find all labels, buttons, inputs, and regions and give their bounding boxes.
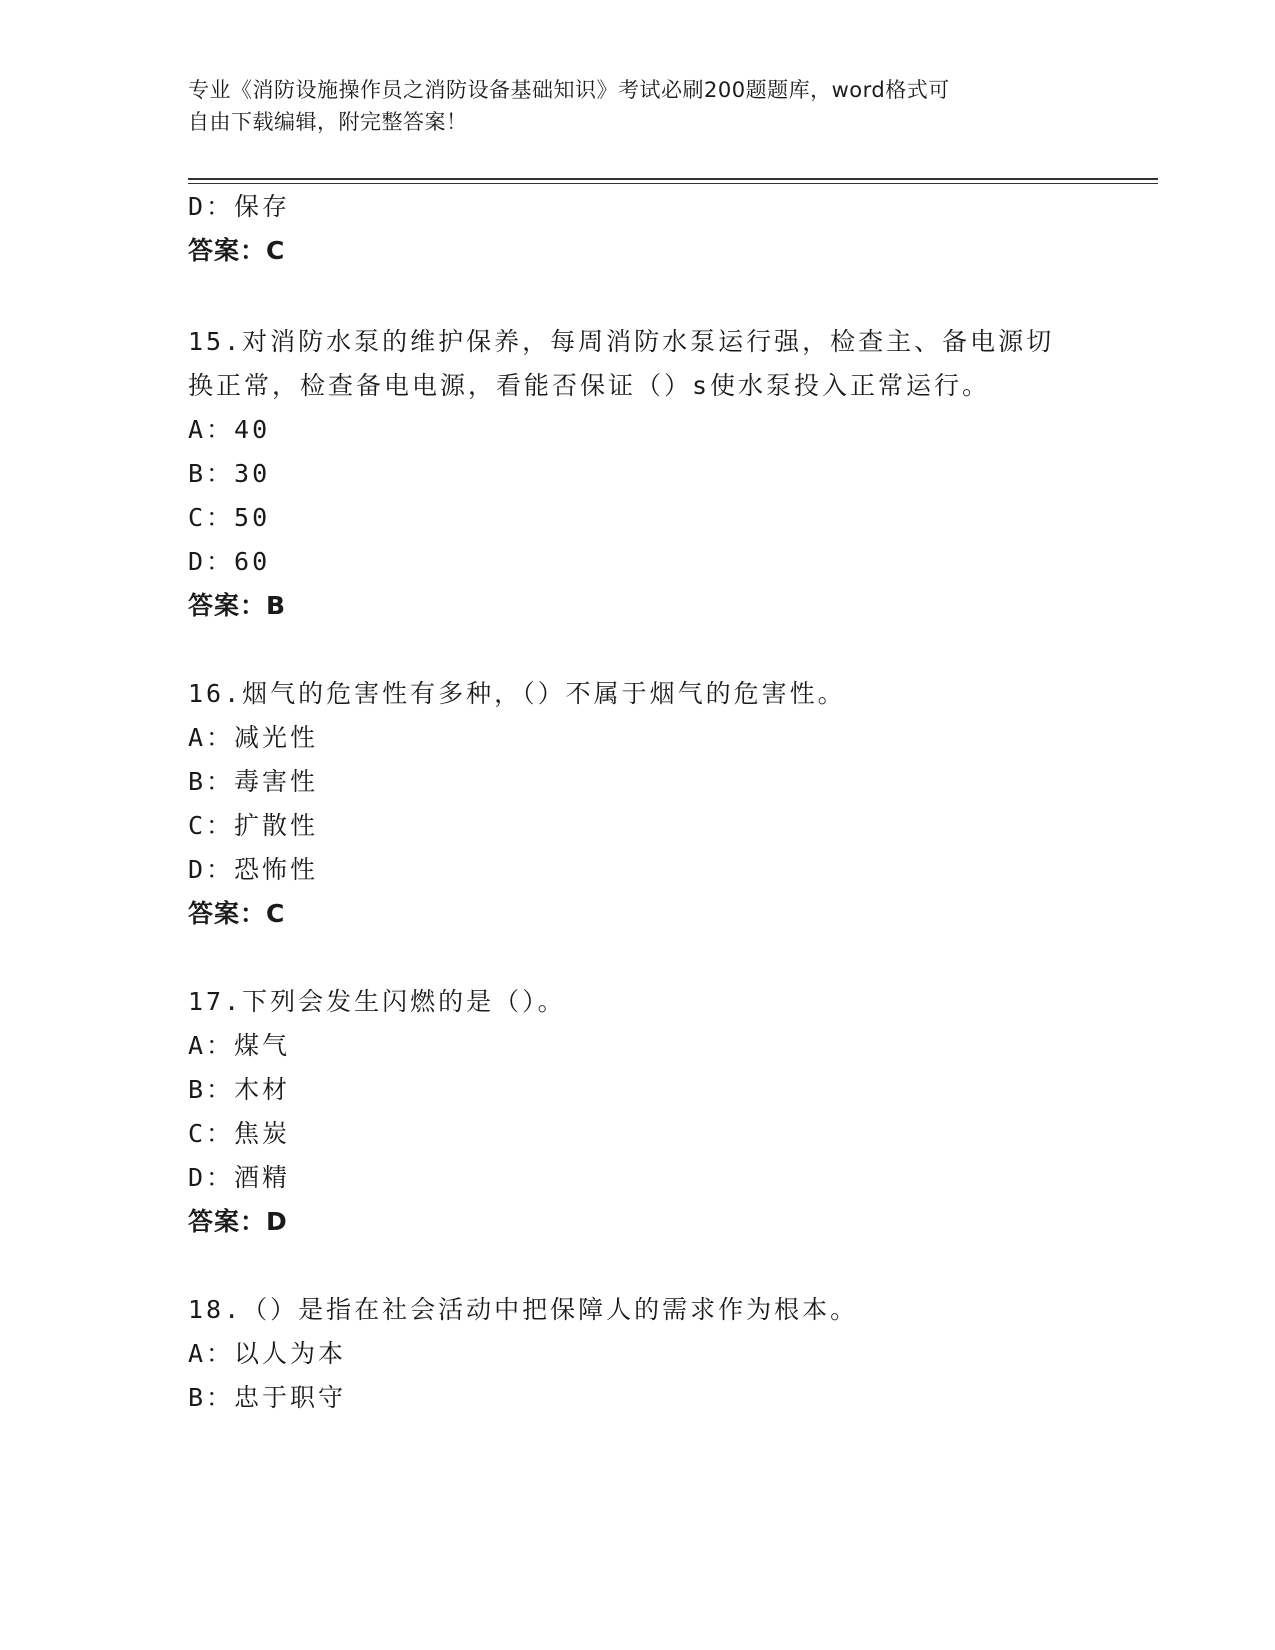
header-rule-thick	[188, 178, 1158, 180]
question-15-option-d: D：60	[188, 547, 271, 576]
question-16-option-c: C：扩散性	[188, 811, 319, 840]
question-18-stem: 18.（）是指在社会活动中把保障人的需求作为根本。	[188, 1295, 859, 1324]
question-17-option-a: A：煤气	[188, 1031, 291, 1060]
question-17-option-c: C：焦炭	[188, 1119, 291, 1148]
question-15-option-c: C：50	[188, 503, 271, 532]
question-18-option-b: B：忠于职守	[188, 1383, 347, 1412]
question-15-stem-line-1: 15.对消防水泵的维护保养，每周消防水泵运行强，检查主、备电源切	[188, 327, 1055, 356]
question-18-option-a: A：以人为本	[188, 1339, 347, 1368]
question-15-answer: 答案：B	[188, 591, 287, 620]
header-line-1: 专业《消防设施操作员之消防设备基础知识》考试必刷200题题库，word格式可	[188, 78, 950, 102]
question-16-option-b: B：毒害性	[188, 767, 319, 796]
question-17-option-d: D：酒精	[188, 1163, 291, 1192]
question-16-answer: 答案：C	[188, 899, 286, 928]
question-17-stem: 17.下列会发生闪燃的是（）。	[188, 987, 566, 1016]
question-15-stem-line-2: 换正常，检查备电电源，看能否保证（）s使水泵投入正常运行。	[188, 371, 991, 400]
question-16-stem: 16.烟气的危害性有多种，（）不属于烟气的危害性。	[188, 679, 846, 708]
question-17-option-b: B：木材	[188, 1075, 291, 1104]
header-rule-thin	[188, 183, 1158, 184]
question-15-option-b: B：30	[188, 459, 271, 488]
document-header	[188, 74, 1068, 138]
option-d: D：保存	[188, 192, 291, 221]
header-line-2: 自由下载编辑，附完整答案！	[188, 110, 468, 134]
question-17-answer: 答案：D	[188, 1207, 288, 1236]
question-16-option-d: D：恐怖性	[188, 855, 319, 884]
answer-line: 答案：C	[188, 236, 286, 265]
question-15-option-a: A：40	[188, 415, 271, 444]
question-16-option-a: A：减光性	[188, 723, 319, 752]
